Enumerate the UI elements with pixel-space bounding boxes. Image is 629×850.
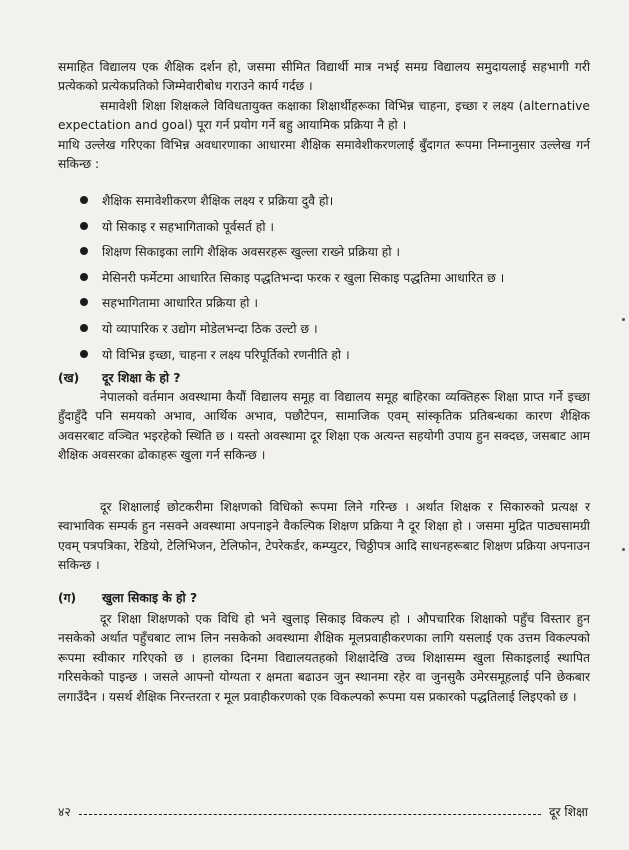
list-item: यो सिकाइ र सहभागिताको पूर्वसर्त हो । [80,218,595,236]
section-heading-ga [58,589,197,607]
page-footer [58,803,588,821]
bullet-icon [80,273,88,281]
section-heading-kha [58,369,181,387]
section-marker: (ग) [58,591,77,605]
page-number: ४२ [58,805,71,819]
bullet-list [80,192,595,371]
running-title: दूर शिक्षा [548,805,588,819]
intro-paragraph-1: समाहित विद्यालय एक शैक्षिक दर्शन हो, जसमा सीमित विद्यार्थी मात्र नभई समग्र विद्यालय समुदायलाई सहभागी गरी प्रत्येकको प्रत्येकप्रतिको जिम्मेवारीबोध गराउने कार्य गर्दछ । [58,60,590,94]
bullet-icon [80,298,88,306]
ga-paragraph-1: दूर शिक्षा शिक्षणको एक विधि हो भने खुलाइ सिकाइ विकल्प हो । औपचारिक शिक्षाको पहुँच विस्तार हुन नसकेको अर्थात पहुँचबाट लाभ लिन नसकेको अवस्थामा शैक्षिक मूलप्रवाहीकरणका लागि यसलाई एक उत्तम विकल्पको रूपमा स्वीकार गरिएको छ । हालका दिनमा विद्यालयतहको शिक्षादेखि उच्च शिक्षासम्म खुला सिकाइलाई स्थापित गरिसकेको पाइन्छ । जसले आफ्नो योग्यता र क्षमता बढाउन जुन स्थानमा रहेर वा जुनसुकै उमेरसमूहलाई पनि छेकबार लगाउँदैन । यसर्थ शैक्षिक निरन्तरता र मूल प्रवाहीकरणको एक विकल्पको रूपमा यस प्रकारको पद्धतिलाई लिइएको छ । [58,612,590,704]
bullet-icon [80,247,88,255]
list-item: सहभागितामा आधारित प्रक्रिया हो । [80,294,595,312]
footer-dashed-rule [79,814,541,815]
bullet-icon [80,196,88,204]
list-item: यो व्यापारिक र उद्योग मोडेलभन्दा ठिक उल्टो छ । [80,320,595,338]
intro-paragraph-3: माथि उल्लेख गरिएका विभिन्न अवधारणाका आधारमा शैक्षिक समावेशीकरणलाई बुँदागत रूपमा निम्नानुसार उल्लेख गर्न सकिन्छ : [58,138,590,172]
list-item: मेसिनरी फर्मेटमा आधारित सिकाइ पद्धतिभन्दा फरक र खुला सिकाइ पद्धतिमा आधारित छ । [80,269,595,287]
list-item: शैक्षिक समावेशीकरण शैक्षिक लक्ष्य र प्रक्रिया दुवै हो। [80,192,595,210]
bullet-icon [80,222,88,230]
scan-speck [622,318,625,321]
scan-speck [622,548,625,551]
bullet-icon [80,324,88,332]
list-item: यो विभिन्न इच्छा, चाहना र लक्ष्य परिपूर्तिको रणनीति हो । [80,346,595,364]
kha-paragraph-1: नेपालको वर्तमान अवस्थामा कैयौं विद्यालय समूह वा विद्यालय समूह बाहिरका व्यक्तिहरू शिक्षा प्राप्त गर्ने इच्छा हुँदाहुँदै पनि समयको अभाव, आर्थिक अभाव, पछौटेपन, सामाजिक एवम् सांस्कृतिक प्रतिबन्धका कारण शैक्षिक अवसरबाट वञ्चित भइरहेको स्थिति छ । यस्तो अवस्थामा दूर शिक्षा एक अत्यन्त सहयोगी उपाय हुन सक्दछ, जसबाट आम शैक्षिक अवसरका ढोकाहरू खुला गर्न सकिन्छ । [58,390,590,463]
section-marker: (ख) [58,371,80,385]
list-item: शिक्षण सिकाइका लागि शैक्षिक अवसरहरू खुल्ला राख्ने प्रक्रिया हो । [80,243,595,261]
section-title: दूर शिक्षा के हो ? [102,371,181,385]
kha-paragraph-2: दूर शिक्षालाई छोटकरीमा शिक्षणको विधिको रूपमा लिने गरिन्छ । अर्थात शिक्षक र सिकारुको प्रत्यक्ष र स्वाभाविक सम्पर्क हुन नसक्ने अवस्थामा अपनाइने वैकल्पिक शिक्षण प्रक्रिया नै दूर शिक्षा हो । जसमा मुद्रित पाठ्यसामग्री एवम् पत्रपत्रिका, रेडियो, टेलिभिजन, टेलिफोन, टेपरेकर्डर, कम्प्युटर, चिठ्ठीपत्र आदि साधनहरूबाट शिक्षण प्रक्रिया अपनाउन सकिन्छ । [58,500,590,573]
bullet-icon [80,350,88,358]
section-title: खुला सिकाइ के हो ? [102,591,198,605]
intro-paragraph-2: समावेशी शिक्षा शिक्षकले विविधतायुक्त कक्षाका शिक्षार्थीहरूका विभिन्न चाहना, इच्छा र लक्ष्य (alternative expectation and goal) पूरा गर्न प्रयोग गर्ने बहु आयामिक प्रक्रिया नै हो । [58,99,590,133]
